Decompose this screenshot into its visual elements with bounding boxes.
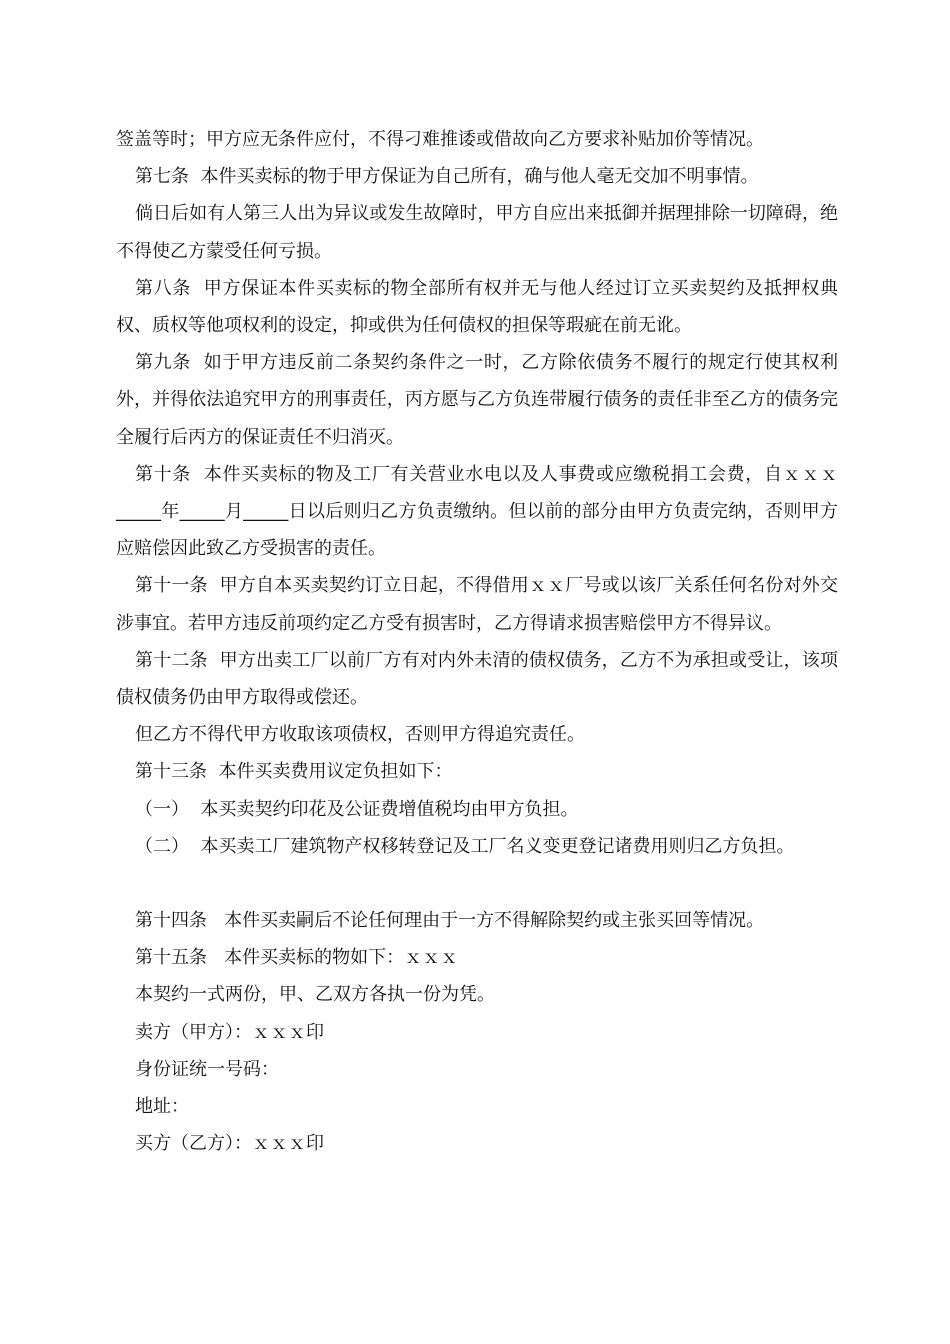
- seller-signature-line: 卖方（甲方）：ｘｘｘ印: [135, 1021, 324, 1043]
- contract-body: [116, 121, 838, 1162]
- clause-12: 第十二条 甲方出卖工厂以前厂方有对内外未清的债权债务，乙方不为承担或受让，该项债权债务仍由甲方取得或偿还。: [116, 649, 838, 709]
- clause-13-item-1: （一） 本买卖契约印花及公证费增值税均由甲方负担。: [135, 798, 579, 820]
- clause-10: 第十条 本件买卖标的物及工厂有关营业水电以及人事费或应缴税捐工会费，自ｘｘｘ_____年_____月_____日以后则归乙方负责缴纳。但以前的部分由甲方负责完纳，否则甲方应赔偿因此致乙方受损害的责任。: [116, 463, 838, 560]
- clause-14: 第十四条 本件买卖嗣后不论任何理由于一方不得解除契约或主张买回等情况。: [135, 910, 765, 932]
- copies-statement: 本契约一式两份，甲、乙双方各执一份为凭。: [135, 984, 495, 1006]
- clause-13-item-2: （二） 本买卖工厂建筑物产权移转登记及工厂名义变更登记诸费用则归乙方负担。: [135, 835, 795, 857]
- clause-9: 第九条 如于甲方违反前二条契约条件之一时，乙方除依债务不履行的规定行使其权利外，并得依法追究甲方的刑事责任，丙方愿与乙方负连带履行债务的责任非至乙方的债务完全履行后丙方的保证责任不归消灭。: [116, 352, 838, 448]
- id-number-line: 身份证统一号码：: [135, 1058, 279, 1080]
- clause-8: 第八条 甲方保证本件买卖标的物全部所有权并无与他人经过订立买卖契约及抵押权典权、质权等他项权利的设定，抑或供为任何债权的担保等瑕疵在前无讹。: [116, 277, 838, 337]
- clause-12-continued: 但乙方不得代甲方收取该项债权，否则甲方得追究责任。: [135, 724, 585, 746]
- clause-15: 第十五条 本件买卖标的物如下：ｘｘｘ: [135, 947, 459, 969]
- clause-7: 第七条 本件买卖标的物于甲方保证为自己所有，确与他人毫无交加不明事情。: [135, 166, 759, 188]
- buyer-signature-line: 买方（乙方）：ｘｘｘ印: [135, 1133, 324, 1155]
- paragraph-gap: [116, 865, 838, 902]
- clause-11: 第十一条 甲方自本买卖契约订立日起，不得借用ｘｘ厂号或以该厂关系任何名份对外交涉事宜。若甲方违反前项约定乙方受有损害时，乙方得请求损害赔偿甲方不得异议。: [116, 575, 838, 634]
- clause-13: 第十三条 本件买卖费用议定负担如下：: [135, 761, 453, 783]
- paragraph: 签盖等时；甲方应无条件应付，不得刁难推诿或借故向乙方要求补贴加价等情况。: [116, 129, 764, 150]
- address-line: 地址：: [135, 1096, 189, 1118]
- clause-7-continued: 倘日后如有人第三人出为异议或发生故障时，甲方自应出来抵御并据理排除一切障碍，绝不得使乙方蒙受任何亏损。: [116, 203, 838, 262]
